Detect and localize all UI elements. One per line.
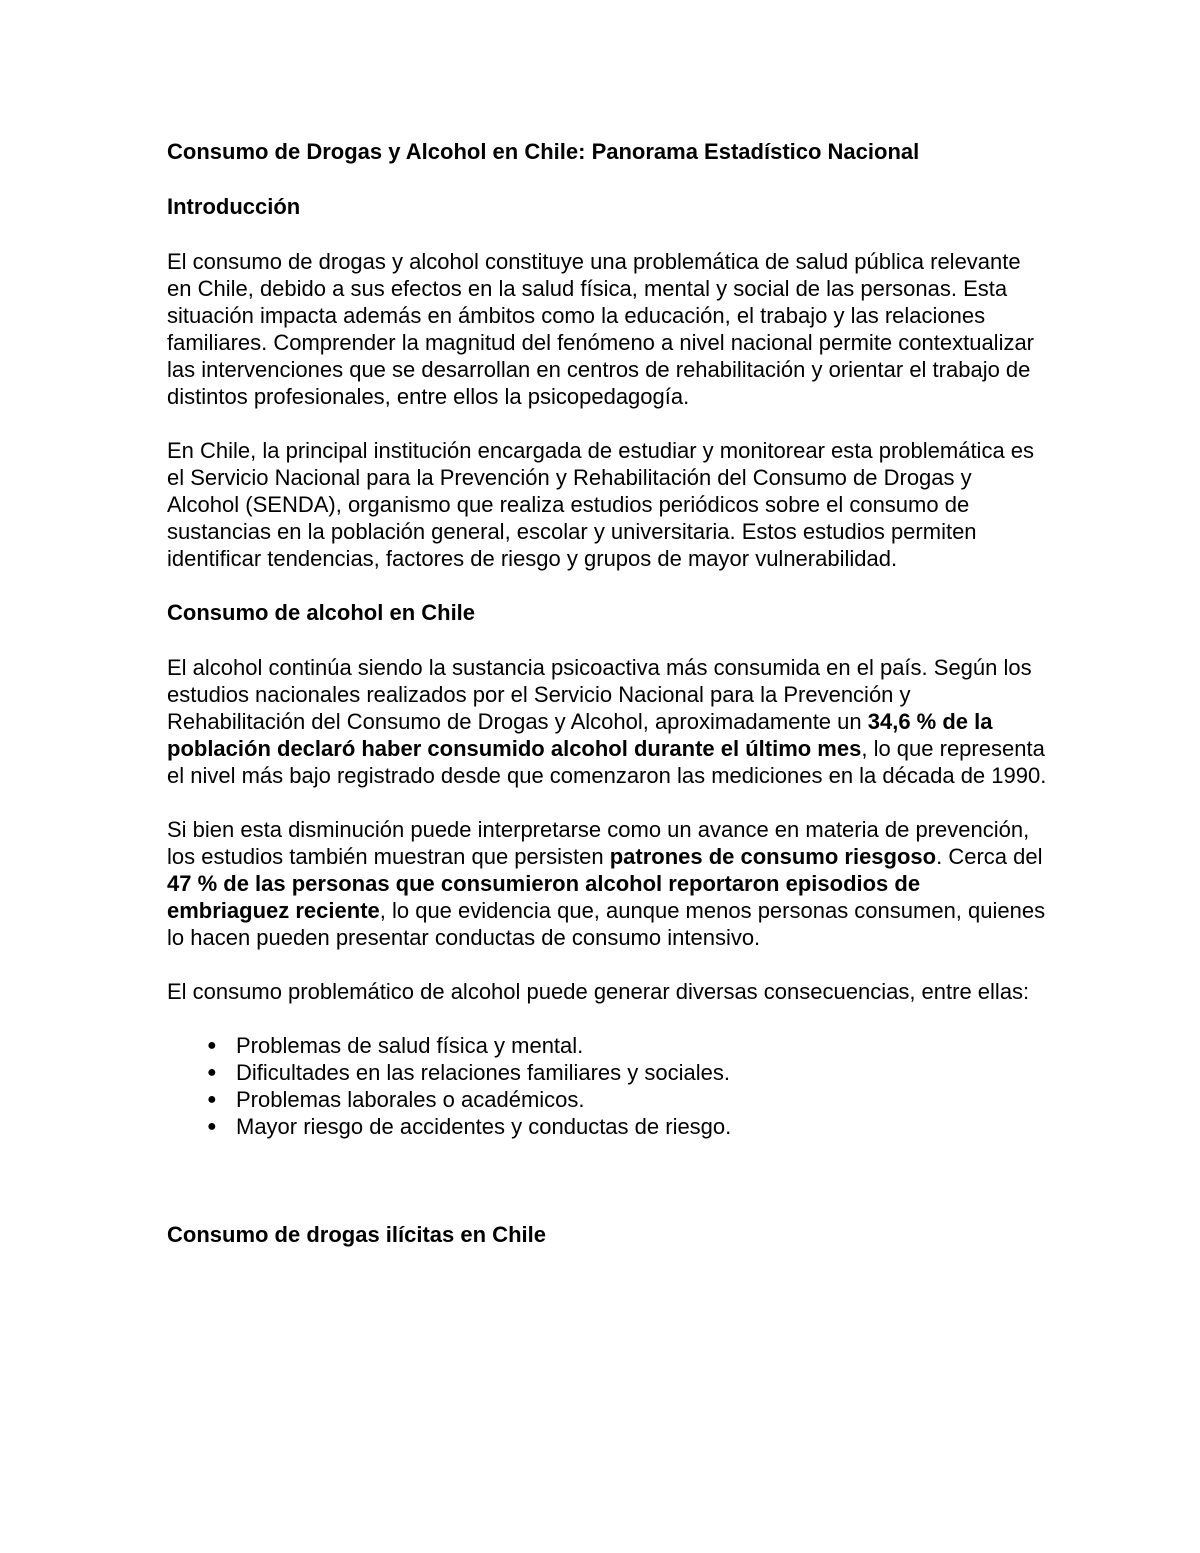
alcohol-p1-text-a: El alcohol continúa siendo la sustancia psicoactiva más consumida en el país. Según los estudios nacionales realizados por el Servicio Nacional para la Prevención y Rehabilitación del Consumo de Drogas y Alcohol, aproximadamente un	[167, 655, 1032, 734]
alcohol-heading: Consumo de alcohol en Chile	[167, 600, 476, 625]
list-item-text: Problemas laborales o académicos.	[236, 1087, 585, 1112]
list-item	[207, 1032, 1047, 1059]
alcohol-p2-bold-2: 47 % de las personas que consumieron alcohol reportaron episodios de embriaguez reciente	[167, 871, 921, 923]
bullet-icon: ●	[207, 1118, 217, 1135]
alcohol-paragraph-3: El consumo problemático de alcohol puede generar diversas consecuencias, entre ellas:	[167, 979, 1030, 1004]
alcohol-p2-bold-1: patrones de consumo riesgoso	[609, 844, 937, 869]
alcohol-p1-text-b: , lo que representa el nivel más bajo registrado desde que comenzaron las mediciones en la década de 1990.	[167, 736, 1047, 788]
alcohol-p2-text-a: Si bien esta disminución puede interpretarse como un avance en materia de prevención, los estudios también muestran que persisten	[167, 817, 1030, 869]
document-page	[167, 138, 1047, 1276]
bullet-icon: ●	[207, 1064, 217, 1081]
list-item	[207, 1113, 1047, 1140]
bullet-icon: ●	[207, 1037, 217, 1054]
section-spacer	[167, 1140, 1047, 1221]
intro-paragraph-2: En Chile, la principal institución encargada de estudiar y monitorear esta problemática es el Servicio Nacional para la Prevención y Rehabilitación del Consumo de Drogas y Alcohol (SENDA), organismo que realiza estudios periódicos sobre el consumo de sustancias en la población general, escolar y universitaria. Estos estudios permiten identificar tendencias, factores de riesgo y grupos de mayor vulnerabilidad.	[167, 438, 1035, 571]
intro-heading: Introducción	[167, 194, 301, 219]
alcohol-paragraph-2	[167, 816, 1047, 951]
intro-paragraph-1: El consumo de drogas y alcohol constituye una problemática de salud pública relevante en Chile, debido a sus efectos en la salud física, mental y social de las personas. Esta situación impacta además en ámbitos como la educación, el trabajo y las relaciones familiares. Comprender la magnitud del fenómeno a nivel nacional permite contextualizar las intervenciones que se desarrollan en centros de rehabilitación y orientar el trabajo de distintos profesionales, entre ellos la psicopedagogía.	[167, 249, 1035, 409]
list-item-text: Dificultades en las relaciones familiares y sociales.	[236, 1060, 730, 1085]
document-title: Consumo de Drogas y Alcohol en Chile: Panorama Estadístico Nacional	[167, 139, 920, 164]
alcohol-paragraph-1	[167, 654, 1047, 789]
list-item-text: Problemas de salud física y mental.	[236, 1033, 584, 1058]
list-item	[207, 1059, 1047, 1086]
list-item-text: Mayor riesgo de accidentes y conductas de riesgo.	[236, 1114, 732, 1139]
alcohol-p1-bold: 34,6 % de la población declaró haber consumido alcohol durante el último mes	[167, 709, 993, 761]
drugs-heading: Consumo de drogas ilícitas en Chile	[167, 1222, 546, 1247]
bullet-icon: ●	[207, 1091, 217, 1108]
consequences-list	[167, 1032, 1047, 1140]
list-item	[207, 1086, 1047, 1113]
alcohol-p2-text-b: . Cerca del	[936, 844, 1043, 869]
alcohol-p2-text-c: , lo que evidencia que, aunque menos personas consumen, quienes lo hacen pueden presentar conductas de consumo intensivo.	[167, 898, 1046, 950]
